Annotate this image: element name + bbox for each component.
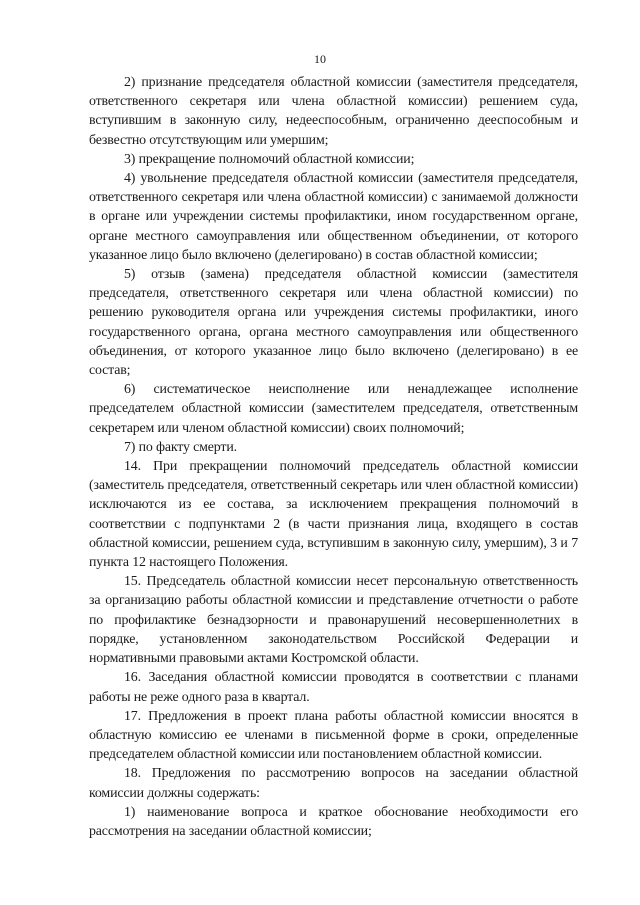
page-number: 10 [314, 52, 326, 66]
paragraph-subitem-7: 7) по факту смерти. [124, 439, 237, 455]
paragraph-section-15: 15. Председатель областной комиссии несет персональную ответственность за организацию работы областной комиссии и представление отчетности о работе по профилактике безнадзорности и правонарушений несовершеннолетних в порядке, установленном законодательством Российской Федерации и нормативными правовыми актами Костромской области. [89, 574, 578, 667]
document-body [89, 73, 578, 841]
paragraph-subitem-5: 5) отзыв (замена) председателя областной комиссии (заместителя председателя, ответственного секретаря или члена областной комиссии) по решению руководителя органа или учреждения системы профилактики, иного государственного органа, органа местного самоуправления или общественного объединения, от которого указанное лицо было включено (делегировано) в ее состав; [89, 267, 578, 379]
paragraph-section-18: 18. Предложения по рассмотрению вопросов на заседании областной комиссии должны содержать: [89, 766, 578, 801]
paragraph-section-16: 16. Заседания областной комиссии проводятся в соответствии с планами работы не реже одного раза в квартал. [89, 670, 578, 705]
paragraph-subitem-2: 2) признание председателя областной комиссии (заместителя председателя, ответственного секретаря или члена областной комиссии) решением суда, вступившим в законную силу, недееспособным, ограниченно дееспособным и безвестно отсутствующим или умершим; [89, 75, 578, 148]
paragraph-subitem-6: 6) систематическое неисполнение или ненадлежащее исполнение председателем областной комиссии (заместителем председателя, ответственным секретарем или членом областной комиссии) своих полномочий; [89, 382, 578, 436]
paragraph-section-18-subitem-1: 1) наименование вопроса и краткое обоснование необходимости его рассмотрения на заседании областной комиссии; [89, 804, 578, 839]
paragraph-subitem-3: 3) прекращение полномочий областной комиссии; [124, 151, 415, 167]
paragraph-section-14: 14. При прекращении полномочий председатель областной комиссии (заместитель председателя, ответственный секретарь или член областной комиссии) исключаются из ее состава, за исключением прекращения полномочий в соответствии с подпунктами 2 (в части признания лица, входящего в состав областной комиссии, решением суда, вступившим в законную силу, умершим), 3 и 7 пункта 12 настоящего Положения. [89, 459, 578, 571]
paragraph-subitem-4: 4) увольнение председателя областной комиссии (заместителя председателя, ответственного секретаря или члена областной комиссии) с занимаемой должности в органе или учреждении системы профилактики, ином государственном органе, органе местного самоуправления или общественном объединении, от которого указанное лицо было включено (делегировано) в состав областной комиссии; [89, 171, 578, 263]
paragraph-section-17: 17. Предложения в проект плана работы областной комиссии вносятся в областную комиссию ее членами в письменной форме в сроки, определенные председателем областной комиссии или постановлением областной комиссии. [89, 708, 578, 763]
